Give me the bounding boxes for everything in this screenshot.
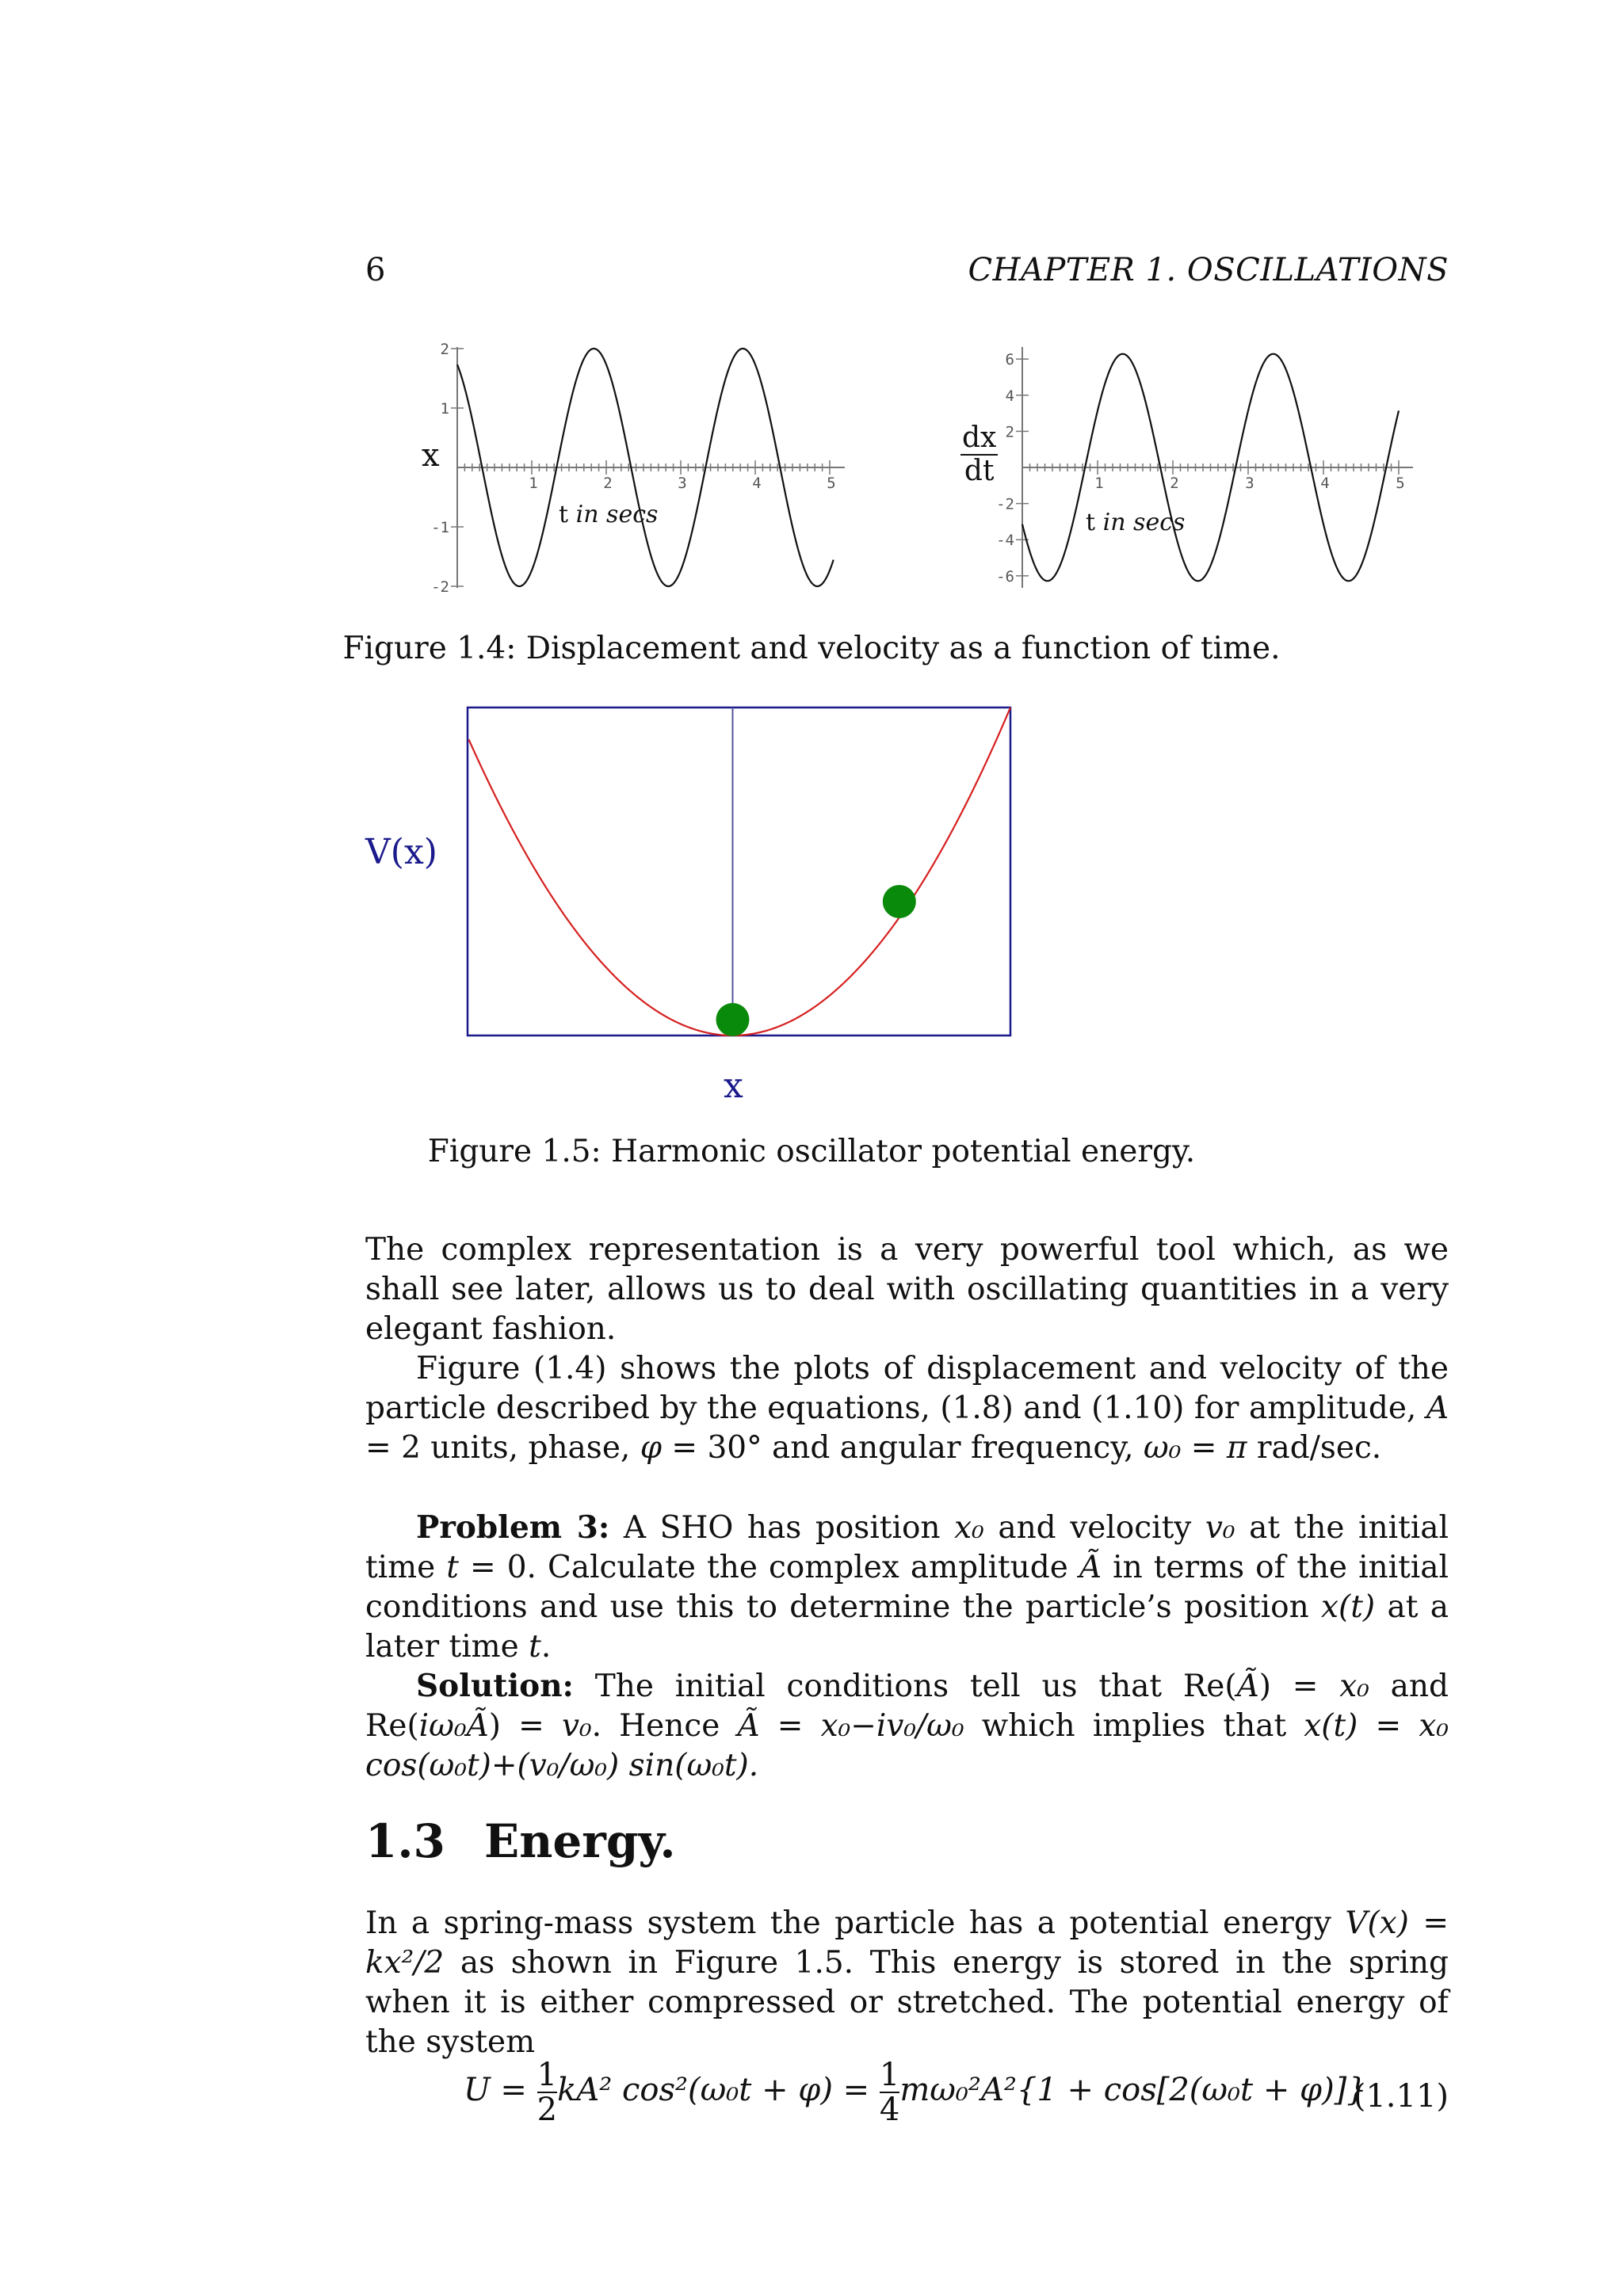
displacement-x-tick-label: 1 bbox=[529, 475, 538, 492]
section-title: Energy. bbox=[484, 1814, 676, 1868]
solution-label: Solution: bbox=[416, 1668, 574, 1704]
section-heading bbox=[365, 1814, 676, 1868]
velocity-x-tick-label: 4 bbox=[1320, 475, 1330, 492]
problem-3 bbox=[365, 1508, 1449, 1667]
paragraph-text: Figure (1.4) shows the plots of displacement and velocity of the particle described by the equations, (1.8) and (1.10) for amplitude, A = 2 units, phase, φ = 30° and angular frequency, ω₀ = π rad/sec. bbox=[365, 1351, 1449, 1466]
velocity-curve bbox=[1022, 354, 1399, 582]
equation-number: (1.11) bbox=[1353, 2078, 1449, 2115]
paragraph-figure-description bbox=[365, 1349, 1449, 1468]
displacement-y-tick-label: -1 bbox=[431, 519, 449, 536]
velocity-y-tick-label: 4 bbox=[1005, 387, 1014, 405]
displacement-curve bbox=[457, 349, 834, 586]
displacement-x-tick-label: 4 bbox=[752, 475, 762, 492]
paragraph-text: The complex representation is a very powerful tool which, as we shall see later, allows us to deal with oscillating quantities in a very elegant fashion. bbox=[365, 1232, 1449, 1347]
velocity-ylabel bbox=[960, 422, 998, 487]
paragraph-text: In a spring-mass system the particle has a potential energy V(x) = kx²/2 as shown in Figure 1.5. This energy is stored in the spring when it is either compressed or stretched. The potential energy of the system bbox=[365, 1905, 1449, 2060]
paragraph-complex-representation bbox=[365, 1230, 1449, 1349]
problem-label: Problem 3: bbox=[416, 1509, 610, 1546]
velocity-xlabel-unit: in secs bbox=[1102, 509, 1186, 536]
velocity-y-tick-label: -6 bbox=[996, 567, 1014, 585]
solution-3 bbox=[365, 1666, 1449, 1786]
section-number: 1.3 bbox=[365, 1814, 445, 1868]
oscillator-ball bbox=[716, 1003, 750, 1036]
figure-1-5-caption: Figure 1.5: Harmonic oscillator potential energy. bbox=[427, 1134, 1196, 1169]
velocity-ylabel-num: dx bbox=[962, 421, 997, 454]
fraction-half: $\frac{1}{2}$ bbox=[537, 2057, 558, 2128]
velocity-xlabel-t: t bbox=[1086, 509, 1096, 536]
figure-1-4-caption: Figure 1.4: Displacement and velocity as a function of time. bbox=[342, 631, 1281, 666]
page-number: 6 bbox=[365, 252, 386, 288]
displacement-y-tick-label: -2 bbox=[431, 578, 449, 596]
equation-1-11: U = $\frac{1}{2}$ kA² cos²(ω₀t + φ) = $\frac{1}{4}$ mω₀²A²{1 + cos[2(ω₀t + φ)]} bbox=[464, 2057, 1367, 2128]
potential-xlabel: x bbox=[724, 1066, 743, 1106]
velocity-xlabel bbox=[1086, 509, 1185, 536]
solution-text: Solution: The initial conditions tell us that Re(Ã) = x₀ and Re(iω₀Ã) = v₀. Hence Ã = x₀−iv₀/ω₀ which implies that x(t) = x₀ cos(ω₀t)+(v₀/ω₀) sin(ω₀t). bbox=[365, 1668, 1449, 1783]
paragraph-energy bbox=[365, 1904, 1449, 2062]
potential-ylabel: V(x) bbox=[365, 832, 437, 872]
velocity-x-tick-label: 2 bbox=[1170, 475, 1179, 492]
displacement-ylabel: x bbox=[422, 437, 440, 474]
displacement-xlabel-unit: in secs bbox=[575, 501, 659, 528]
velocity-x-tick-label: 5 bbox=[1396, 475, 1405, 492]
velocity-ylabel-den: dt bbox=[964, 455, 995, 487]
velocity-x-tick-label: 3 bbox=[1245, 475, 1254, 492]
velocity-y-tick-label: -4 bbox=[996, 532, 1014, 550]
oscillator-ball bbox=[883, 885, 916, 918]
running-head: CHAPTER 1. OSCILLATIONS bbox=[968, 252, 1449, 288]
velocity-y-tick-label: -2 bbox=[996, 495, 1014, 513]
displacement-x-tick-label: 5 bbox=[827, 475, 836, 492]
displacement-x-tick-label: 2 bbox=[603, 475, 613, 492]
displacement-y-tick-label: 1 bbox=[440, 400, 449, 418]
fraction-quarter: $\frac{1}{4}$ bbox=[879, 2057, 900, 2128]
displacement-xlabel bbox=[559, 501, 658, 528]
potential-curve bbox=[469, 707, 1010, 1035]
displacement-x-tick-label: 3 bbox=[678, 475, 687, 492]
displacement-y-tick-label: 2 bbox=[440, 341, 449, 358]
problem-text: Problem 3: A SHO has position x₀ and velocity v₀ at the initial time t = 0. Calculate the complex amplitude Ã in terms of the initial conditions and use this to determine the particle’s position x(t) at a later time t. bbox=[365, 1509, 1449, 1665]
velocity-y-tick-label: 6 bbox=[1005, 351, 1014, 369]
velocity-x-tick-label: 1 bbox=[1094, 475, 1104, 492]
displacement-xlabel-t: t bbox=[559, 501, 569, 528]
potential-frame bbox=[468, 707, 1010, 1035]
velocity-y-tick-label: 2 bbox=[1005, 423, 1014, 441]
